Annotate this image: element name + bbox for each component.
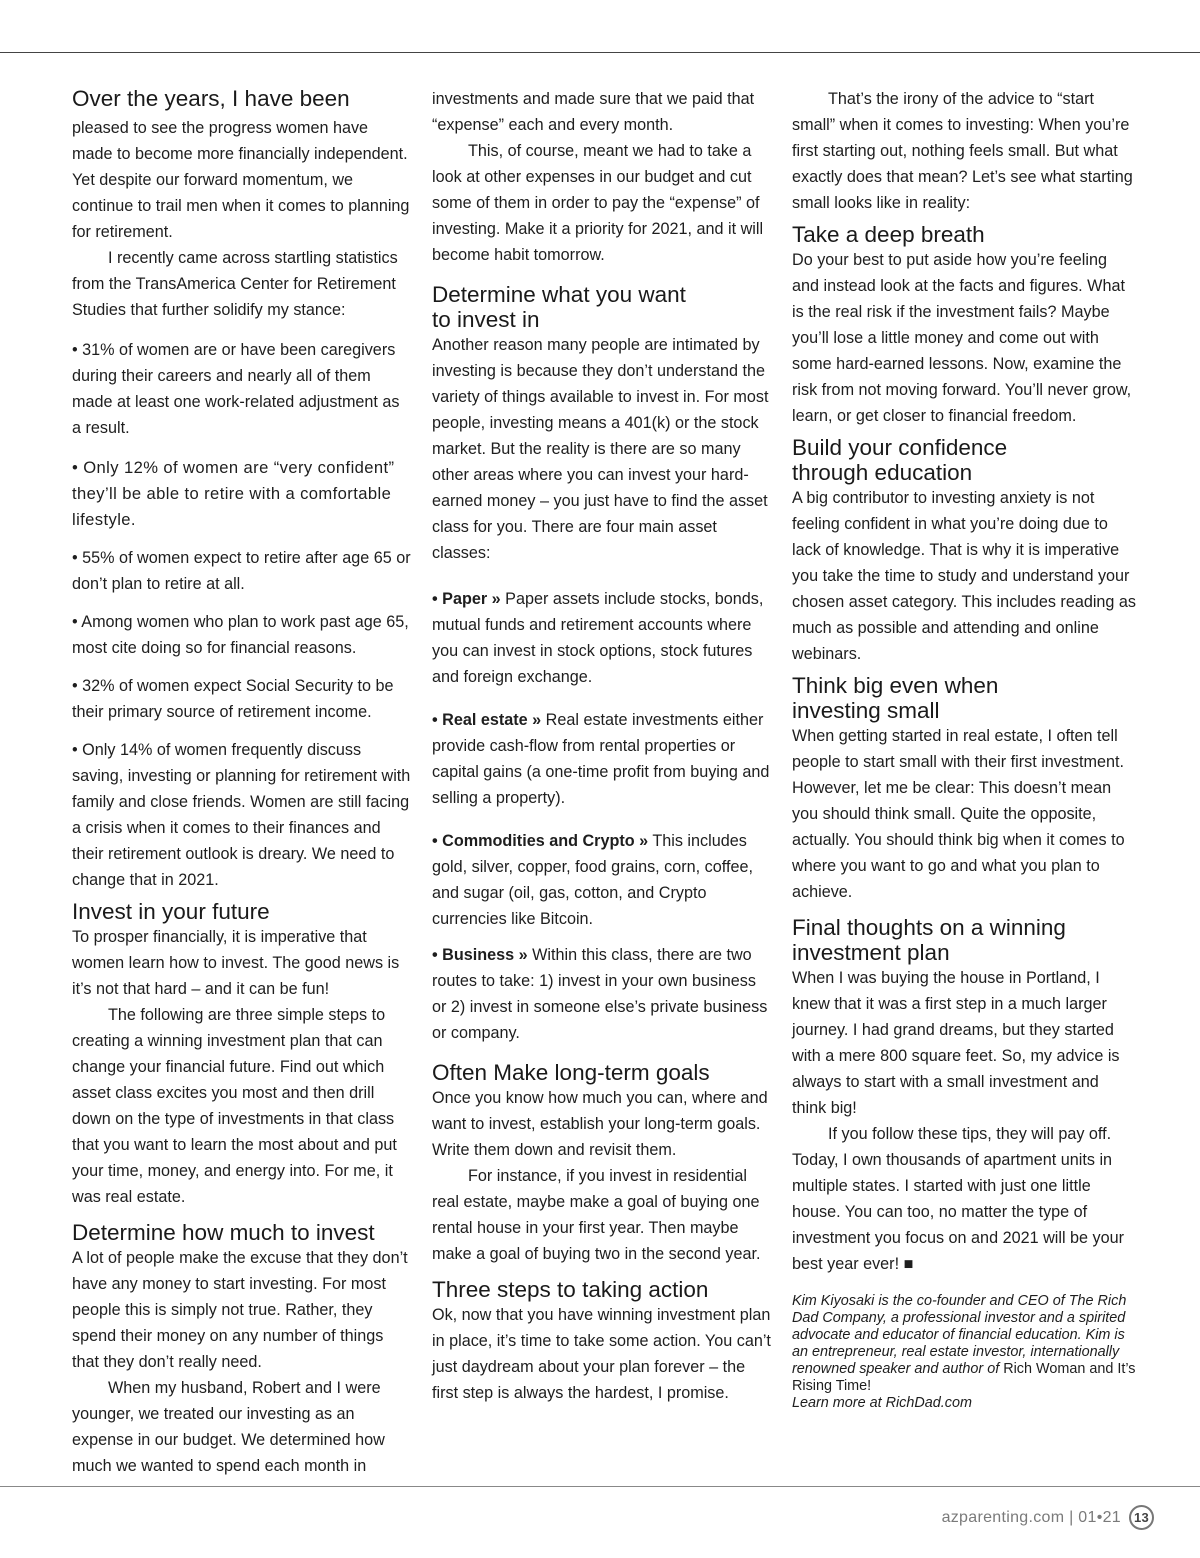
paragraph-final-1: When I was buying the house in Portland, I knew that it was a first step in a much larger journey. I had grand dreams, but they started with a mere 800 square feet. So, my advice is always to start with a small investment and think big! <box>792 969 1120 1117</box>
paragraph-goals-1: Once you know how much you can, where and want to invest, establish your long-term goals. Write them down and revisit them. <box>432 1089 768 1159</box>
asset-business-label: • Business » <box>432 946 528 964</box>
paragraph-what-to-invest: Another reason many people are intimated by investing is because they don’t understand the variety of things available to invest in. For most people, investing means a 401(k) or the stock market. But the reality is there are so many other areas where you can invest your hard-earned money – you just have to find the asset class for you. There are four main asset classes: <box>432 336 769 562</box>
paragraph-irony: That’s the irony of the advice to “start small” when it comes to investing: When you’re first starting out, nothing feels small. But what exactly does that mean? Let’s see what starting small looks like in reality: <box>792 90 1133 212</box>
page-footer <box>942 1505 1154 1530</box>
paragraph-three-steps: Ok, now that you have winning investment plan in place, it’s time to take some action. You can’t just daydream about your plan forever – the first step is always the hardest, I promise. <box>432 1306 771 1402</box>
author-website: Learn more at RichDad.com <box>792 1395 972 1411</box>
bottom-rule <box>0 1486 1200 1487</box>
asset-business <box>432 942 772 1046</box>
bullet-social-security: • 32% of women expect Social Security to be their primary source of retirement income. <box>72 677 394 721</box>
paragraph-final-2: If you follow these tips, they will pay off. Today, I own thousands of apartment units in multiple states. I started with just one little house. You can too, no matter the type of investment you focus on and 2021 will be your best year ever! ■ <box>792 1125 1125 1273</box>
paragraph-deep-breath: Do your best to put aside how you’re feeling and instead look at the facts and figures. What is the real risk if the investment fails? Maybe you’ll lose a little money and come out with some hard-earned lessons. Now, examine the risk from not moving forward. You’ll never grow, learn, or get closer to financial freedom. <box>792 251 1132 425</box>
asset-commodities-label: • Commodities and Crypto » <box>432 832 649 850</box>
asset-business-text: Within this class, there are two routes to take: 1) invest in your own business or 2) invest in someone else’s private business or company. <box>432 946 768 1042</box>
footer-site: azparenting.com | 01•21 <box>941 1508 1121 1526</box>
heading-how-much: Determine how much to invest <box>72 1220 375 1245</box>
top-rule <box>0 52 1200 53</box>
paragraph-of-course: This, of course, meant we had to take a look at other expenses in our budget and cut some of them in order to pay the “expense” of investing. Make it a priority for 2021, and it will become habit tomorrow. <box>432 142 764 264</box>
asset-commodities-text: This includes gold, silver, copper, food grains, corn, coffee, and sugar (oil, gas, cotton, and Crypto currencies like Bitcoin. <box>432 832 753 928</box>
bullet-caregivers: • 31% of women are or have been caregivers during their careers and nearly all of them made at least one work-related adjustment as a result. <box>72 341 400 437</box>
heading-long-term-goals: Often Make long-term goals <box>432 1060 710 1085</box>
column-1 <box>72 84 412 1479</box>
paragraph-future-2: The following are three simple steps to creating a winning investment plan that can change your financial future. Find out which asset class excites you most and then drill down on the type of investments in that class that you want to learn the most about and put your time, money, and energy into. For me, it was real estate. <box>72 1006 397 1206</box>
bullet-work-past: • Among women who plan to work past age 65, most cite doing so for financial reasons. <box>72 613 409 657</box>
bullet-age65: • 55% of women expect to retire after age 65 or don’t plan to retire at all. <box>72 549 411 593</box>
paragraph-continued: investments and made sure that we paid that “expense” each and every month. <box>432 90 755 134</box>
page-number: 13 <box>1129 1505 1154 1530</box>
asset-commodities <box>432 828 772 932</box>
heading-confidence: Build your confidence through education <box>792 435 1008 485</box>
bullet-discuss: • Only 14% of women frequently discuss saving, investing or planning for retirement with family and close friends. Women are still facing a crisis when it comes to their finances and their retirement outlook is dreary. We need to change that in 2021. <box>72 741 411 889</box>
asset-paper-label: • Paper » <box>432 590 501 608</box>
asset-real-estate-label: • Real estate » <box>432 711 542 729</box>
column-3 <box>792 86 1137 1412</box>
author-books: Rich Woman and It’s Rising Time! <box>792 1361 1136 1394</box>
bullet-confident: • Only 12% of women are “very confident” they’ll be able to retire with a comfortable lifestyle. <box>72 458 395 529</box>
paragraph-goals-2: For instance, if you invest in residential real estate, maybe make a goal of buying one rental house in your first year. Then maybe make a goal of buying two in the second year. <box>432 1167 761 1263</box>
author-bio-text: Kim Kiyosaki is the co-founder and CEO of The Rich Dad Company, a professional investor and a spirited advocate and educator of financial education. Kim is an entrepreneur, real estate investor, internationally renowned speaker and author of <box>792 1293 1127 1377</box>
asset-real-estate-text: Real estate investments either provide cash-flow from rental properties or capital gains (a one-time profit from buying and selling a property). <box>432 711 770 807</box>
author-bio <box>792 1293 1137 1412</box>
asset-paper-text: Paper assets include stocks, bonds, mutual funds and retirement accounts where you can invest in stock options, stock futures and foreign exchange. <box>432 590 764 686</box>
heading-deep-breath: Take a deep breath <box>792 222 985 247</box>
paragraph-how-much-2: When my husband, Robert and I were younger, we treated our investing as an expense in our budget. We determined how much we wanted to spend each month in <box>72 1379 385 1475</box>
asset-real-estate <box>432 707 772 811</box>
heading-three-steps: Three steps to taking action <box>432 1277 709 1302</box>
asset-paper <box>432 586 772 690</box>
paragraph-stats: I recently came across startling statistics from the TransAmerica Center for Retirement Studies that further solidify my stance: <box>72 249 398 319</box>
heading-think-big: Think big even when investing small <box>792 673 999 723</box>
heading-what-to-invest: Determine what you want to invest in <box>432 282 686 332</box>
heading-intro: Over the years, I have been <box>72 86 350 111</box>
paragraph-intro: pleased to see the progress women have made to become more financially independent. Yet despite our forward momentum, we continue to trail men when it comes to planning for retirement. <box>72 119 410 241</box>
heading-final-thoughts: Final thoughts on a winning investment plan <box>792 915 1066 965</box>
paragraph-confidence: A big contributor to investing anxiety is not feeling confident in what you’re doing due to lack of knowledge. That is why it is imperative you take the time to study and understand your chosen asset category. This includes reading as much as possible and attending and online webinars. <box>792 489 1137 663</box>
paragraph-think-big: When getting started in real estate, I often tell people to start small with their first investment. However, let me be clear: This doesn’t mean you should think small. Quite the opposite, actually. You should think big when it comes to where you want to go and what you plan to achieve. <box>792 727 1125 901</box>
heading-invest-future: Invest in your future <box>72 899 270 924</box>
paragraph-how-much-1: A lot of people make the excuse that they don’t have any money to start investing. For most people this is simply not true. Rather, they spend their money on any number of things that they don’t really need. <box>72 1249 408 1371</box>
paragraph-future-1: To prosper financially, it is imperative that women learn how to invest. The good news is it’s not that hard – and it can be fun! <box>72 928 400 998</box>
column-2 <box>432 86 772 1406</box>
